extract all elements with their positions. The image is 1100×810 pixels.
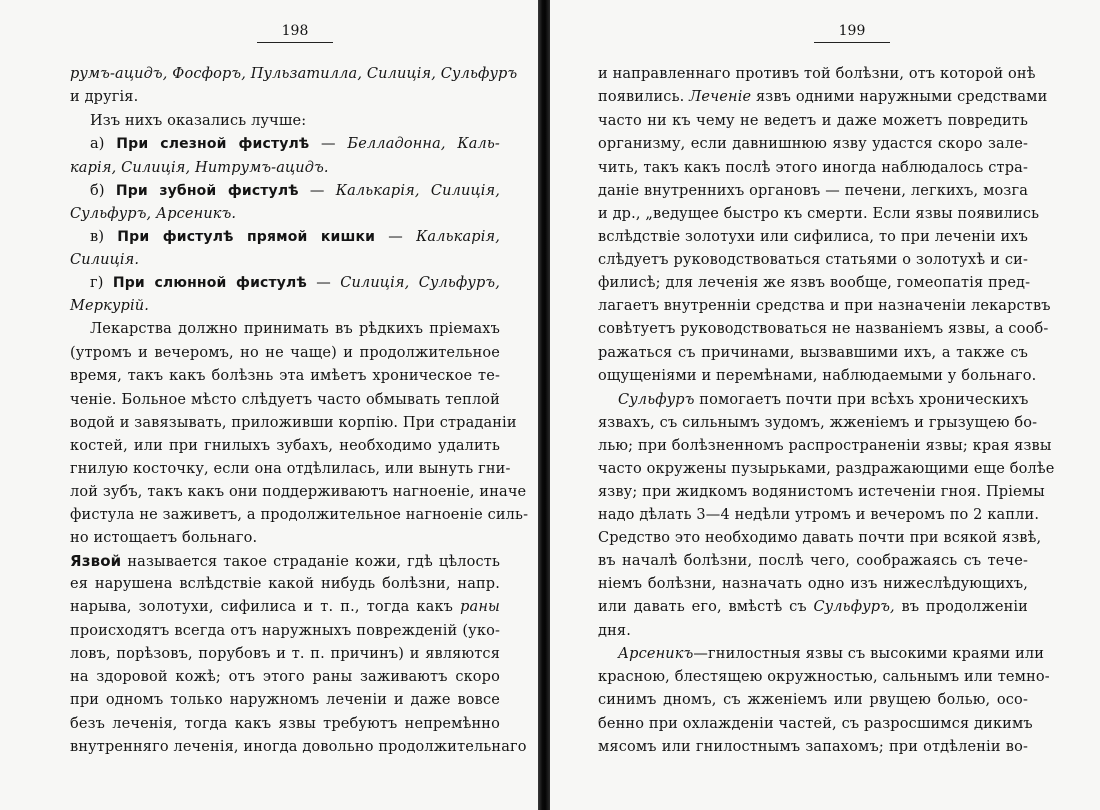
text-span: ченіе. Больное мѣсто слѣдуетъ часто обмывать теплой bbox=[70, 392, 500, 408]
text-line bbox=[70, 573, 500, 595]
text-span: часто ни къ чему не ведетъ и даже можетъ повредить bbox=[598, 113, 1028, 129]
text-line bbox=[70, 295, 500, 317]
text-line bbox=[70, 689, 500, 711]
text-span: и другія. bbox=[70, 89, 139, 105]
text-line bbox=[598, 412, 1038, 434]
text-line bbox=[598, 157, 1028, 179]
bold-term: При слюнной фистулѣ bbox=[112, 275, 307, 291]
bold-term: При зубной фистулѣ bbox=[115, 183, 299, 199]
text-line bbox=[70, 272, 500, 294]
text-span: безъ леченія, тогда какъ язвы требуютъ непремѣнно bbox=[70, 716, 500, 732]
text-line bbox=[70, 342, 500, 364]
text-span: часто окружены пузырьками, раздражающими еще болѣе bbox=[598, 461, 1055, 477]
text-span: — bbox=[306, 275, 341, 291]
italic-term: Сульфуръ, bbox=[813, 599, 895, 615]
bold-term: При слезной фистулѣ bbox=[116, 136, 310, 152]
italic-term: Белладонна, Каль- bbox=[347, 136, 500, 152]
italic-term: Леченіе bbox=[689, 89, 752, 105]
text-span: надо дѣлать 3—4 недѣли утромъ и вечеромъ по 2 капли. bbox=[598, 507, 1040, 523]
right-page bbox=[550, 0, 1100, 810]
text-line bbox=[70, 226, 500, 248]
text-span: ловъ, порѣзовъ, порубовъ и т. п. причинъ) и являются bbox=[70, 646, 500, 662]
text-span: мясомъ или гнилостнымъ запахомъ; при отдѣленіи во- bbox=[598, 739, 1028, 755]
text-span: язвахъ, съ сильнымъ зудомъ, жженіемъ и грызущею бо- bbox=[598, 415, 1038, 431]
text-span: г) bbox=[90, 275, 113, 291]
text-line bbox=[598, 527, 1042, 549]
text-span: называется такое страданіе кожи, гдѣ цѣлость bbox=[121, 554, 500, 570]
text-span: язву; при жидкомъ водянистомъ истеченіи гноя. Пріемы bbox=[598, 484, 1045, 500]
text-line bbox=[598, 249, 1028, 271]
text-line bbox=[598, 666, 1050, 688]
text-line bbox=[598, 573, 1028, 595]
text-line bbox=[70, 504, 529, 526]
text-line bbox=[70, 63, 518, 85]
text-span: водой и завязывать, приложивши корпію. При страданіи bbox=[70, 415, 517, 431]
text-span: — bbox=[375, 229, 417, 245]
text-span: гнилую косточку, если она отдѣлилась, или вынуть гни- bbox=[70, 461, 511, 477]
text-line bbox=[70, 458, 511, 480]
text-span: внутренняго леченія, иногда довольно продолжительнаго bbox=[70, 739, 527, 755]
text-line bbox=[598, 504, 1040, 526]
italic-term: раны bbox=[460, 599, 500, 615]
italic-term: Сульфуръ bbox=[618, 392, 695, 408]
text-line bbox=[598, 342, 1028, 364]
page-number-199: 199 bbox=[812, 23, 892, 43]
text-span: даніе внутреннихъ органовъ — печени, легкихъ, мозга bbox=[598, 183, 1028, 199]
italic-term: Арсеникъ bbox=[618, 646, 694, 662]
text-line bbox=[70, 389, 500, 411]
text-line bbox=[598, 226, 1028, 248]
text-line bbox=[598, 435, 1052, 457]
text-line bbox=[598, 736, 1028, 758]
text-line bbox=[598, 389, 1028, 411]
text-line bbox=[70, 736, 527, 758]
italic-term: Калькарія, Силиція, bbox=[335, 183, 501, 199]
page-number-198: 198 bbox=[255, 23, 335, 43]
text-span: б) bbox=[90, 183, 116, 199]
text-span: — bbox=[309, 136, 348, 152]
text-span: дня. bbox=[598, 623, 631, 639]
text-line bbox=[70, 249, 500, 271]
text-line bbox=[70, 412, 517, 434]
text-span: бенно при охлажденіи частей, съ разросшимся дикимъ bbox=[598, 716, 1033, 732]
text-line bbox=[598, 133, 1028, 155]
text-span: Изъ нихъ оказались лучше: bbox=[90, 113, 307, 129]
text-line bbox=[598, 620, 1028, 642]
text-span: ея нарушена вслѣдствіе какой нибудь болѣзни, напр. bbox=[70, 576, 500, 592]
text-line bbox=[70, 318, 500, 340]
text-line bbox=[70, 133, 500, 155]
text-line bbox=[598, 110, 1028, 132]
text-span: появились. bbox=[598, 89, 690, 105]
text-line bbox=[598, 295, 1051, 317]
text-span: совѣтуетъ руководствоваться не названіемъ язвы, а сооб- bbox=[598, 321, 1049, 337]
text-span: и др., „ведущее быстро къ смерти. Если язвы появились bbox=[598, 206, 1040, 222]
text-line bbox=[70, 435, 500, 457]
italic-term: Меркурій. bbox=[70, 298, 149, 314]
text-span: въ продолженіи bbox=[894, 599, 1028, 615]
text-line bbox=[70, 620, 500, 642]
italic-term: карія, Силиція, Нитрумъ-ацидъ. bbox=[70, 160, 329, 176]
text-span: организму, если давнишнюю язву удастся скоро зале- bbox=[598, 136, 1028, 152]
text-line bbox=[598, 643, 1045, 665]
text-span: ніемъ болѣзни, назначать одно изъ нижеслѣдующихъ, bbox=[598, 576, 1028, 592]
text-span: но истощаетъ больнаго. bbox=[70, 530, 258, 546]
text-line bbox=[598, 713, 1033, 735]
text-line bbox=[598, 481, 1045, 503]
text-line bbox=[70, 713, 500, 735]
text-line bbox=[598, 458, 1055, 480]
text-span: лагаетъ внутренніи средства и при назначеніи лекарствъ bbox=[598, 298, 1051, 314]
text-span: синимъ дномъ, съ жженіемъ или рвущею болью, осо- bbox=[598, 692, 1028, 708]
text-span: вслѣдствіе золотухи или сифилиса, то при леченіи ихъ bbox=[598, 229, 1028, 245]
text-span: время, такъ какъ болѣзнь эта имѣетъ хроническое те- bbox=[70, 368, 500, 384]
text-span: ражаться съ причинами, вызвавшими ихъ, а также съ bbox=[598, 345, 1028, 361]
text-span: красною, блестящею окружностью, сальнымъ или темно- bbox=[598, 669, 1050, 685]
text-span: лой зубъ, такъ какъ они поддерживаютъ нагноеніе, иначе bbox=[70, 484, 527, 500]
text-span: фистула не заживетъ, а продолжительное нагноеніе силь- bbox=[70, 507, 529, 523]
italic-term: Сульфуръ, Арсеникъ. bbox=[70, 206, 237, 222]
text-line bbox=[598, 180, 1028, 202]
text-line bbox=[598, 596, 1028, 618]
text-line bbox=[70, 180, 500, 202]
text-span: при одномъ только наружномъ леченіи и даже вовсе bbox=[70, 692, 500, 708]
bold-term: Язвой bbox=[70, 552, 122, 570]
text-span: а) bbox=[90, 136, 117, 152]
text-line bbox=[70, 643, 500, 665]
text-line bbox=[70, 550, 500, 573]
text-line bbox=[598, 550, 1028, 572]
text-line bbox=[70, 527, 500, 549]
text-line bbox=[598, 203, 1040, 225]
text-line bbox=[70, 203, 500, 225]
text-span: нарыва, золотухи, сифилиса и т. п., тогда какъ bbox=[70, 599, 461, 615]
italic-term: Калькарія, bbox=[416, 229, 500, 245]
text-line bbox=[70, 596, 500, 618]
text-span: в) bbox=[90, 229, 118, 245]
italic-term: Силиція. bbox=[70, 252, 140, 268]
text-span: язвъ одними наружными средствами bbox=[751, 89, 1048, 105]
text-span: чить, такъ какъ послѣ этого иногда наблюдалось стра- bbox=[598, 160, 1028, 176]
text-span: въ началѣ болѣзни, послѣ чего, соображаясь съ тече- bbox=[598, 553, 1028, 569]
text-span: лью; при болѣзненномъ распространеніи язвы; края язвы bbox=[598, 438, 1052, 454]
text-span: или давать его, вмѣстѣ съ bbox=[598, 599, 814, 615]
text-line bbox=[70, 86, 500, 108]
left-page bbox=[0, 0, 540, 810]
text-line bbox=[70, 157, 500, 179]
text-line bbox=[598, 689, 1028, 711]
text-line bbox=[70, 365, 500, 387]
text-line bbox=[598, 86, 1048, 108]
text-line bbox=[598, 365, 1037, 387]
italic-term: Силиція, Сульфуръ, bbox=[340, 275, 500, 291]
text-span: Лекарства должно принимать въ рѣдкихъ пріемахъ bbox=[90, 321, 500, 337]
text-line bbox=[598, 272, 1031, 294]
text-span: слѣдуетъ руководствоваться статьями о золотухѣ и си- bbox=[598, 252, 1028, 268]
text-span: — bbox=[298, 183, 336, 199]
text-span: ощущеніями и перемѣнами, наблюдаемыми у больнаго. bbox=[598, 368, 1037, 384]
text-line bbox=[70, 110, 500, 132]
text-span: происходятъ всегда отъ наружныхъ поврежденій (уко- bbox=[70, 623, 500, 639]
text-span: помогаетъ почти при всѣхъ хроническихъ bbox=[694, 392, 1029, 408]
text-span: и направленнаго противъ той болѣзни, отъ которой онѣ bbox=[598, 66, 1036, 82]
text-span: (утромъ и вечеромъ, но не чаще) и продолжительное bbox=[70, 345, 500, 361]
text-line bbox=[70, 481, 527, 503]
text-line bbox=[70, 666, 500, 688]
italic-term: румъ-ацидъ, Фосфоръ, Пульзатилла, Силиція, Сульфуръ bbox=[70, 66, 518, 82]
text-span: костей, или при гнилыхъ зубахъ, необходимо удалить bbox=[70, 438, 500, 454]
text-line bbox=[598, 63, 1036, 85]
text-span: филисѣ; для леченія же язвъ вообще, гомеопатія пред- bbox=[598, 275, 1031, 291]
text-line bbox=[598, 318, 1049, 340]
text-span: —гнилостныя язвы съ высокими краями или bbox=[693, 646, 1045, 662]
text-span: на здоровой кожѣ; отъ этого раны заживаютъ скоро bbox=[70, 669, 500, 685]
book-gutter bbox=[538, 0, 550, 810]
text-span: Средство это необходимо давать почти при всякой язвѣ, bbox=[598, 530, 1042, 546]
bold-term: При фистулѣ прямой кишки bbox=[117, 229, 376, 245]
